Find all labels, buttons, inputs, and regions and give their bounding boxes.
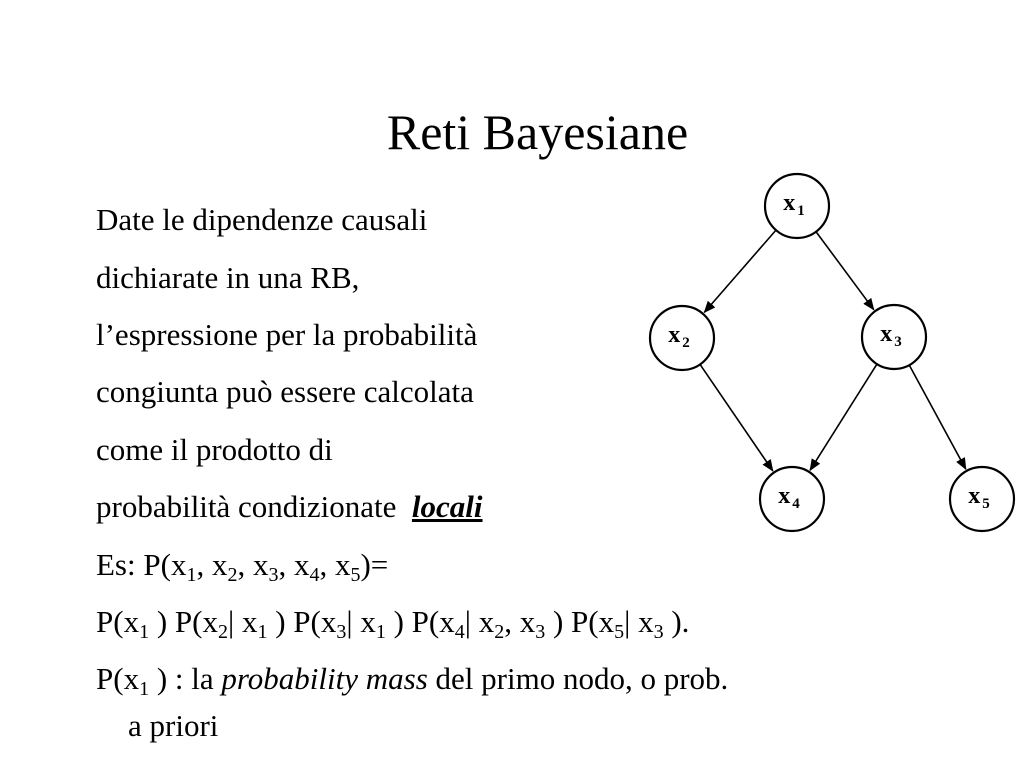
node-x1: [765, 174, 829, 238]
product-line: $P(x_1$ ) $P(x_2|$ $x_1$ ) $P(x_3|$ $x_1$ ) $P(x_4|$ $x_2$, $x_3$ ) $P(x_5|$ $x_3$ ).: [96, 604, 690, 643]
body-line-5: come il prodotto di: [96, 432, 333, 467]
example-line: Es: $P(x_1$, $x_2$, $x_3$, $x_4$, $x_5)=$: [96, 547, 389, 586]
node-x2: [650, 306, 714, 370]
edge-x3-x5: [909, 365, 965, 469]
prior-line: $P(x_1$ ) : la probability mass del primo nodo, o prob.: [96, 661, 729, 700]
body-line-6-text: probabilità condizionate: [96, 489, 397, 524]
body-line-1: Date le dipendenze causali: [96, 202, 428, 237]
node-x4: [760, 467, 824, 531]
edge-x2-x4: [700, 364, 773, 471]
node-label-x5: x $_5$: [968, 483, 990, 512]
node-label-x4: x $_4$: [778, 483, 800, 512]
edge-x1-x2: [704, 230, 776, 312]
edge-x1-x3: [816, 232, 874, 310]
emphasis-locali: locali: [411, 489, 483, 524]
body-line-4: congiunta può essere calcolata: [96, 374, 474, 409]
node-x3: [862, 305, 926, 369]
probability-mass-italic: probability mass: [221, 661, 428, 696]
edge-x3-x4: [810, 364, 877, 470]
node-x5: [950, 467, 1014, 531]
body-line-2: dichiarate in una RB,: [96, 260, 360, 295]
slide-title: Reti Bayesiane: [386, 104, 689, 160]
node-label-x2: x $_2$: [668, 322, 690, 351]
node-label-x1: x $_1$: [783, 190, 805, 219]
prior-line-2: a priori: [128, 708, 219, 743]
body-line-3: l’espressione per la probabilità: [96, 317, 478, 352]
node-label-x3: x $_3$: [880, 321, 902, 350]
